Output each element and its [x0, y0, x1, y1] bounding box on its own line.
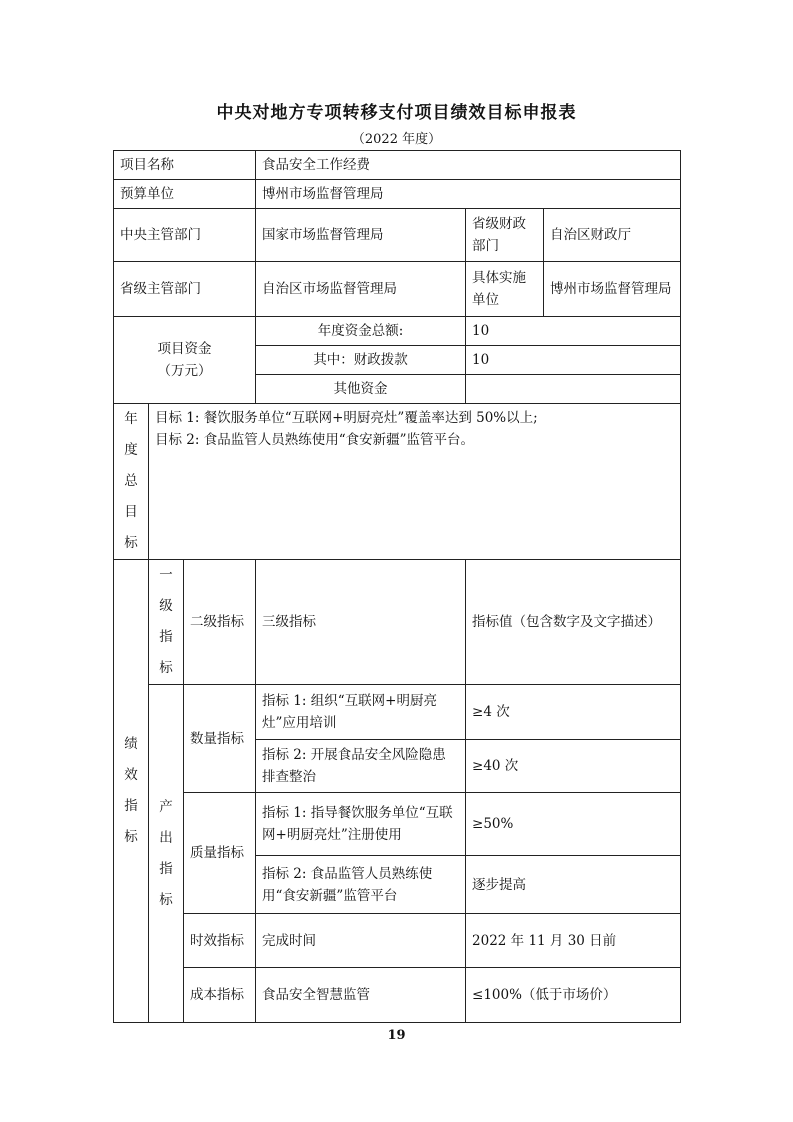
value-cell: ≥50% — [466, 793, 681, 856]
header-value: 指标值（包含数字及文字描述） — [466, 560, 681, 685]
indicator-row — [114, 793, 681, 856]
project-name-label: 项目名称 — [114, 151, 256, 180]
level2-cost: 成本指标 — [184, 968, 256, 1023]
output-indicator-label: 产出指标 — [149, 685, 184, 1023]
performance-target-table — [113, 150, 681, 1023]
fund-fiscal-value: 10 — [466, 346, 681, 375]
value-cell: 2022 年 11 月 30 日前 — [466, 914, 681, 968]
level2-quality: 质量指标 — [184, 793, 256, 914]
fund-label-cell — [114, 317, 256, 404]
row-annual-goals — [114, 404, 681, 560]
value-cell: ≥4 次 — [466, 685, 681, 740]
level2-quantity: 数量指标 — [184, 685, 256, 793]
central-dept-label: 中央主管部门 — [114, 209, 256, 262]
indicator-row — [114, 968, 681, 1023]
document-subtitle: （2022 年度） — [351, 132, 442, 147]
level3-cell: 完成时间 — [256, 914, 466, 968]
level3-cell: 食品安全智慧监管 — [256, 968, 466, 1023]
level2-timeliness: 时效指标 — [184, 914, 256, 968]
prov-dept-value: 自治区市场监督管理局 — [256, 262, 466, 317]
fund-total-label: 年度资金总额: — [256, 317, 466, 346]
fund-label: 项目资金 — [157, 341, 212, 357]
row-prov-dept — [114, 262, 681, 317]
value-cell: ≤100%（低于市场价） — [466, 968, 681, 1023]
header-level2: 二级指标 — [184, 560, 256, 685]
document-title: 中央对地方专项转移支付项目绩效目标申报表 — [216, 103, 577, 123]
value-cell: ≥40 次 — [466, 740, 681, 793]
fund-other-value — [466, 375, 681, 404]
impl-unit-value: 博州市场监督管理局 — [544, 262, 681, 317]
row-project-name — [114, 151, 681, 180]
central-dept-value: 国家市场监督管理局 — [256, 209, 466, 262]
page-number: 19 — [387, 1028, 406, 1043]
fund-unit: （万元） — [157, 363, 212, 379]
indicator-row — [114, 685, 681, 740]
row-central-dept — [114, 209, 681, 262]
goal-item: 目标 2: 食品监管人员熟练使用“食安新疆”监管平台。 — [155, 432, 475, 448]
prov-dept-label: 省级主管部门 — [114, 262, 256, 317]
level3-cell: 指标 1: 指导餐饮服务单位“互联网+明厨亮灶”注册使用 — [256, 793, 466, 856]
value-cell: 逐步提高 — [466, 856, 681, 914]
header-level3: 三级指标 — [256, 560, 466, 685]
goal-item: 目标 1: 餐饮服务单位“互联网+明厨亮灶”覆盖率达到 50%以上; — [155, 410, 538, 426]
prov-finance-label: 省级财政部门 — [466, 209, 544, 262]
fund-other-label: 其他资金 — [256, 375, 466, 404]
fund-total-value: 10 — [466, 317, 681, 346]
row-fund-total — [114, 317, 681, 346]
level3-cell: 指标 2: 开展食品安全风险隐患排查整治 — [256, 740, 466, 793]
performance-indicator-label: 绩效指标 — [114, 560, 149, 1023]
row-indicator-header — [114, 560, 681, 685]
annual-goal-label: 年度总目标 — [114, 404, 149, 560]
annual-goal-content — [149, 404, 681, 560]
row-budget-unit — [114, 180, 681, 209]
header-level1: 一级指标 — [149, 560, 184, 685]
budget-unit-label: 预算单位 — [114, 180, 256, 209]
budget-unit-value: 博州市场监督管理局 — [256, 180, 681, 209]
level3-cell: 指标 2: 食品监管人员熟练使用“食安新疆”监管平台 — [256, 856, 466, 914]
project-name-value: 食品安全工作经费 — [256, 151, 681, 180]
fund-fiscal-label: 其中：财政拨款 — [256, 346, 466, 375]
impl-unit-label: 具体实施单位 — [466, 262, 544, 317]
indicator-row — [114, 914, 681, 968]
level3-cell: 指标 1: 组织“互联网+明厨亮灶”应用培训 — [256, 685, 466, 740]
prov-finance-value: 自治区财政厅 — [544, 209, 681, 262]
